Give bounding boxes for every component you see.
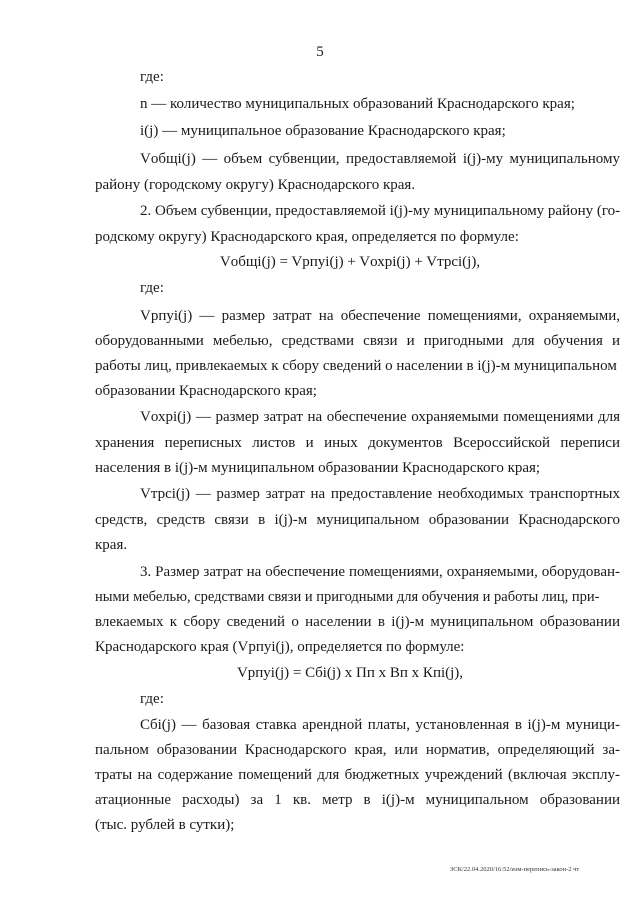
text-line: влекаемых к сбору сведений о населении в i(j)-м муниципальном образовании [95, 614, 620, 630]
text-line: работы лиц, привлекаемых к сбору сведений о населении в i(j)-м муниципальном [95, 358, 617, 374]
text-line: i(j) — муниципальное образование Краснодарского края; [140, 123, 506, 139]
formula-line: Vрпуi(j) = Cбi(j) x Пп x Вп x Кпi(j), [236, 665, 464, 681]
text-line: Vтрсi(j) — размер затрат на предоставление необходимых транспортных [140, 486, 620, 502]
footer-stamp: ЗСК/22.04.2020/16:52/изм-перепись-закон-2 чт [450, 866, 580, 873]
text-line: где: [140, 691, 164, 707]
text-line: оборудованными мебелью, средствами связи и пригодными для обучения и [95, 333, 620, 349]
text-line: Vрпуi(j) — размер затрат на обеспечение помещениями, охраняемыми, [140, 308, 620, 324]
text-line: 2. Объем субвенции, предоставляемой i(j)-му муниципальному району (го- [140, 203, 621, 219]
text-line: ными мебелью, средствами связи и пригодными для обучения и работы лиц, при- [95, 589, 600, 605]
formula-line: Vобщi(j) = Vрпуi(j) + Vохрi(j) + Vтрсi(j), [219, 254, 481, 270]
page-number: 5 [316, 44, 324, 60]
text-line: n — количество муниципальных образований Краснодарского края; [140, 96, 575, 112]
text-line: атационные расходы) за 1 кв. метр в i(j)-м муниципальном образовании [95, 792, 620, 808]
text-line: траты на содержание помещений для бюджетных учреждений (включая эксплу- [95, 767, 620, 783]
text-line: (тыс. рублей в сутки); [95, 817, 235, 833]
text-line: хранения переписных листов и иных документов Всероссийской переписи [95, 435, 620, 451]
text-line: образовании Краснодарского края; [95, 383, 317, 399]
text-line: где: [140, 280, 164, 296]
text-line: 3. Размер затрат на обеспечение помещениями, охраняемыми, оборудован- [140, 564, 620, 580]
text-line: родскому округу) Краснодарского края, определяется по формуле: [95, 229, 519, 245]
text-line: населения в i(j)-м муниципальном образовании Краснодарского края; [95, 460, 541, 476]
text-line: Краснодарского края (Vрпуi(j), определяется по формуле: [95, 639, 465, 655]
text-line: району (городскому округу) Краснодарского края. [95, 177, 416, 193]
text-line: Vохрi(j) — размер затрат на обеспечение охраняемыми помещениями для [140, 409, 620, 425]
text-line: пальном образовании Краснодарского края, или норматив, определяющий за- [95, 742, 620, 758]
text-line: средств, средств связи в i(j)-м муниципальном образовании Краснодарского [95, 512, 620, 528]
text-line: где: [140, 69, 164, 85]
text-line: Cбi(j) — базовая ставка арендной платы, установленная в i(j)-м муници- [140, 717, 620, 733]
text-line: края. [95, 537, 128, 553]
text-line: Vобщi(j) — объем субвенции, предоставляемой i(j)-му муниципальному [140, 151, 620, 167]
